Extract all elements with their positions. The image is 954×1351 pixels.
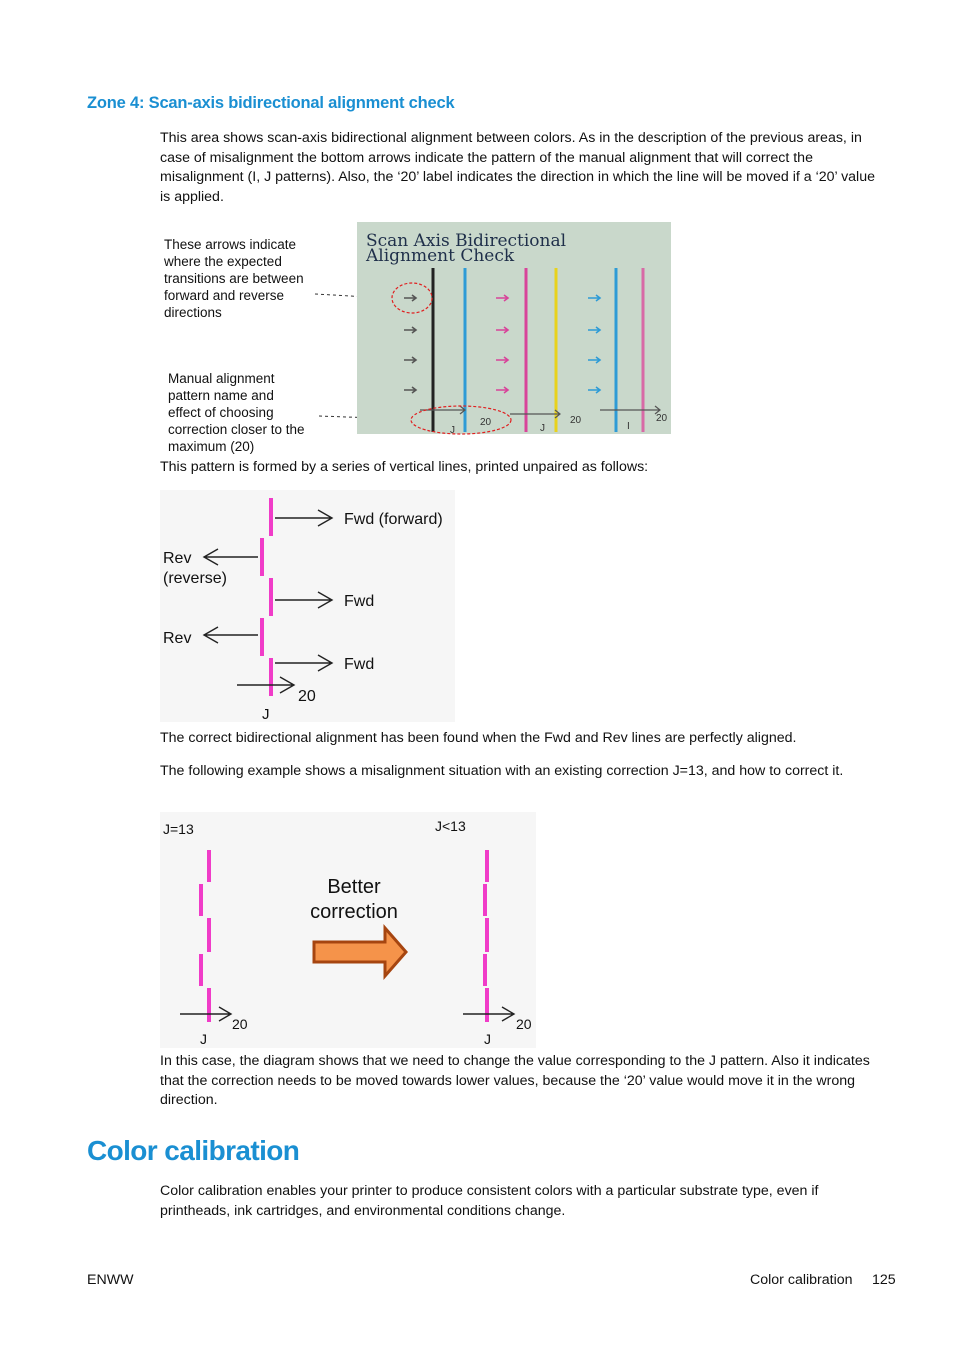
right-pattern-lines [485,850,487,1022]
correction-label: correction [310,901,398,923]
label-pattern-j: J [262,706,270,723]
callout-pattern-text: Manual alignment pattern name and effect of choosing correction closer to the maximum (20) [168,371,305,454]
label-rev-2: Rev [163,630,192,647]
color-calibration-paragraph: Color calibration enables your printer to produce consistent colors with a particular substrate type, even if printheads, ink cartridges, and environmental conditions change. [160,1183,819,1219]
label-fwd-forward: Fwd (forward) [344,511,443,528]
pattern-label-3: I [627,421,630,432]
photo-title-line1: Scan Axis Bidirectional [366,231,567,251]
scale-label-3: 20 [656,413,668,424]
right-pattern-j: J [484,1031,491,1047]
better-label: Better [327,876,381,898]
case-paragraph: In this case, the diagram shows that we need to change the value corresponding to the J pattern. Also it indicates that the correction needs to be moved towards lower values, because the ‘20’ value would move it in the wrong direction. [160,1053,870,1108]
page-number: 125 [872,1272,896,1288]
label-fwd-2: Fwd [344,656,375,673]
callout-arrows-text: These arrows indicate where the expected transitions are between forward and reverse directions [164,237,304,320]
scale-label-2: 20 [570,415,582,426]
right-scale-20: 20 [516,1016,532,1032]
pattern-label-2: J [540,423,545,434]
alignment-photo-figure [300,220,680,440]
intro-paragraph: This area shows scan-axis bidirectional alignment between colors. As in the description of the previous areas, in case of misalignment the bottom arrows indicate the pattern of the manual alignment that will correct the misalignment (I, J patterns). Also, the ‘20’ label indicates the direction in which the line will be moved if a ‘20’ value is applied. [160,130,875,205]
example-paragraph: The following example shows a misalignment situation with an existing correction J=13, and how to correct it. [160,763,844,779]
pattern-label-1: J [450,425,455,436]
label-j-equals-13: J=13 [163,821,194,837]
misalignment-example-diagram [160,812,540,1050]
footer-section: Color calibration [750,1272,853,1288]
left-pattern-j: J [200,1031,207,1047]
label-reverse: (reverse) [163,570,228,587]
label-rev: Rev [163,550,192,567]
footer-left: ENWW [87,1272,134,1288]
label-j-less-13: J<13 [435,818,466,834]
section-heading: Zone 4: Scan-axis bidirectional alignment check [87,94,455,112]
pattern-paragraph: This pattern is formed by a series of vertical lines, printed unpaired as follows: [160,459,649,475]
left-scale-20: 20 [232,1016,248,1032]
scale-label-1: 20 [480,417,492,428]
label-scale-20: 20 [298,688,316,705]
fwd-rev-diagram [160,490,460,725]
correct-alignment-paragraph: The correct bidirectional alignment has been found when the Fwd and Rev lines are perfectly aligned. [160,730,797,746]
color-calibration-heading: Color calibration [87,1135,300,1166]
photo-title-line2: Alignment Check [366,246,515,266]
label-fwd: Fwd [344,593,375,610]
